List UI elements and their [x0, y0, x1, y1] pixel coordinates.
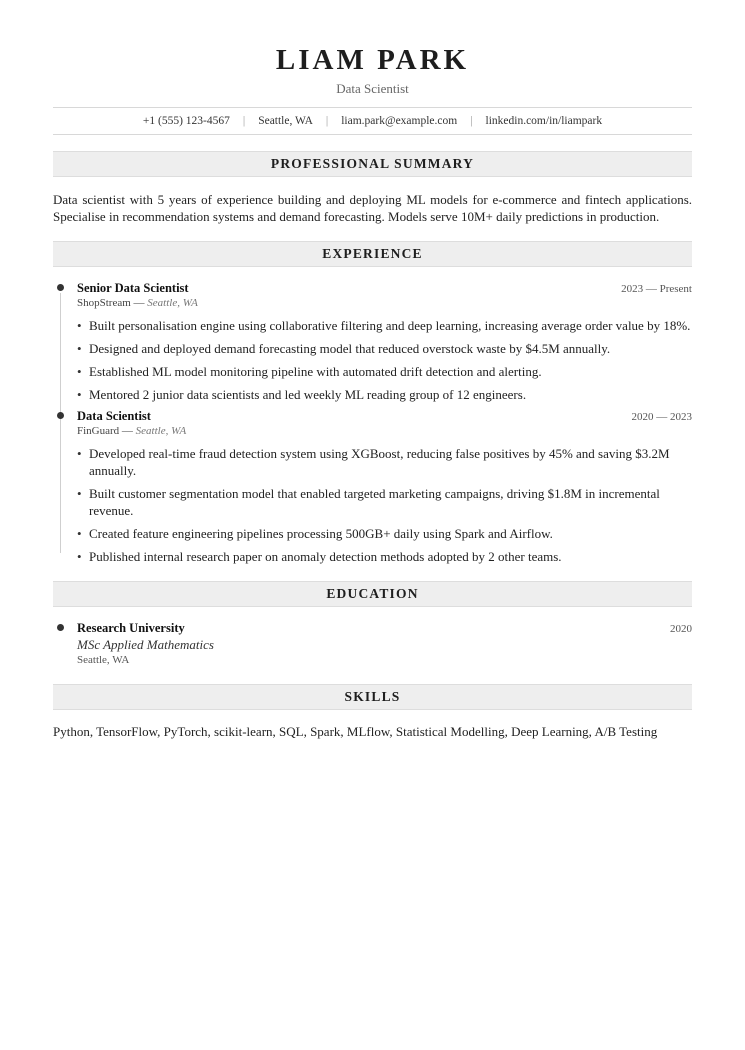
job-bullets — [77, 317, 692, 403]
job-bullet: • Established ML model monitoring pipeline with automated drift detection and alerting. — [89, 363, 692, 380]
section-heading-experience: EXPERIENCE — [53, 241, 692, 267]
job-title: Data Scientist — [77, 409, 151, 423]
timeline-line — [60, 421, 61, 553]
education-list — [53, 621, 692, 668]
degree: MSc Applied Mathematics — [77, 637, 214, 652]
section-heading-summary: PROFESSIONAL SUMMARY — [53, 151, 692, 177]
education-entry — [53, 621, 692, 668]
experience-entry — [53, 409, 692, 565]
section-heading-education: EDUCATION — [53, 581, 692, 607]
job-dates: 2020 — 2023 — [631, 411, 692, 423]
contact-email[interactable]: liam.park@example.com — [341, 115, 458, 127]
timeline-dot — [57, 284, 64, 291]
timeline-dot — [57, 624, 64, 631]
job-bullet: • Mentored 2 junior data scientists and led weekly ML reading group of 12 engineers. — [89, 386, 692, 403]
dash-separator: — — [130, 297, 148, 309]
contact-separator: | — [470, 115, 473, 127]
graduation-year: 2020 — [670, 623, 692, 635]
school-location: Seattle, WA — [77, 654, 130, 666]
contact-phone[interactable]: +1 (555) 123-4567 — [142, 115, 230, 127]
job-company-line — [77, 424, 692, 439]
job-company: ShopStream — [77, 297, 131, 309]
experience-entry — [53, 281, 692, 403]
job-bullet: • Developed real-time fraud detection system using XGBoost, reducing false positives by 45% and saving $3.2M annually. — [89, 445, 692, 479]
candidate-role: Data Scientist — [336, 81, 409, 96]
job-bullets — [77, 445, 692, 565]
job-company: FinGuard — [77, 425, 120, 437]
summary-text: Data scientist with 5 years of experience building and deploying ML models for e-commerce and fintech applications. Specialise in recommendation systems and demand forecasting. Models serve 10M+ daily predictions in production. — [53, 192, 692, 224]
contact-location: Seattle, WA — [258, 115, 313, 127]
school-name: Research University — [77, 621, 185, 635]
job-company-line — [77, 296, 692, 311]
timeline-line — [60, 293, 61, 421]
timeline-dot — [57, 412, 64, 419]
job-bullet: • Built personalisation engine using collaborative filtering and deep learning, increasing average order value by 18%. — [89, 317, 692, 334]
job-location: Seattle, WA — [147, 297, 198, 309]
job-bullet: • Designed and deployed demand forecasting model that reduced overstock waste by $4.5M annually. — [89, 340, 692, 357]
job-dates: 2023 — Present — [621, 283, 692, 295]
experience-list — [53, 281, 692, 565]
job-location: Seattle, WA — [135, 425, 187, 437]
job-bullet: • Built customer segmentation model that enabled targeted marketing campaigns, driving $1.8M in incremental revenue. — [89, 485, 692, 519]
job-title: Senior Data Scientist — [77, 281, 189, 295]
contact-linkedin[interactable]: linkedin.com/in/liampark — [485, 115, 603, 127]
job-bullet: • Created feature engineering pipelines processing 500GB+ daily using Spark and Airflow. — [89, 525, 692, 542]
job-bullet: • Published internal research paper on anomaly detection methods adopted by 2 other teams. — [89, 548, 692, 565]
section-heading-skills: SKILLS — [53, 684, 692, 710]
skills-list: Python, TensorFlow, PyTorch, scikit-learn, SQL, Spark, MLflow, Statistical Modelling, Deep Learning, A/B Testing — [53, 724, 658, 739]
contact-separator: | — [242, 115, 246, 127]
contact-separator: | — [325, 115, 329, 127]
contact-bar — [53, 107, 692, 135]
dash-separator: — — [119, 425, 136, 437]
candidate-name: LIAM PARK — [275, 44, 470, 76]
